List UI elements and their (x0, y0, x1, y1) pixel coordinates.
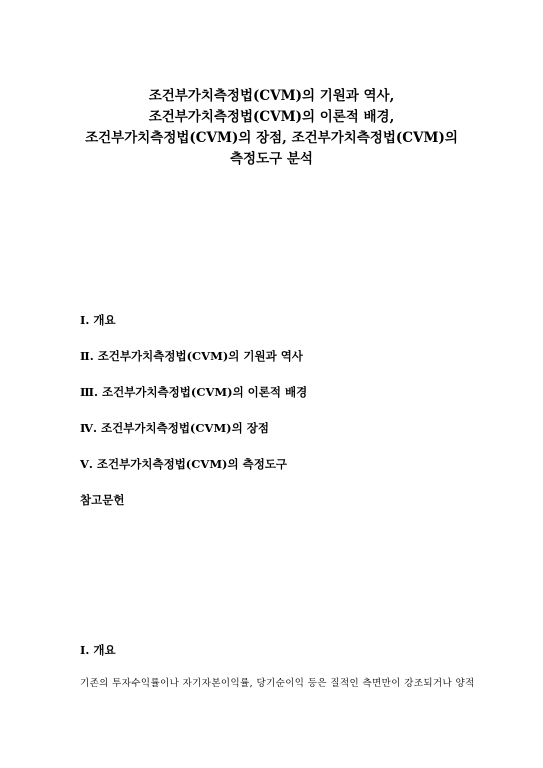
table-of-contents (80, 313, 480, 529)
title-line-2: 조건부가치측정법(CVM)의 이론적 배경, (148, 109, 395, 125)
toc-item-origin-history: Ⅱ. 조건부가치측정법(CVM)의 기원과 역사 (80, 349, 303, 363)
toc-item-references: 참고문헌 (80, 493, 125, 507)
toc-item-overview: Ⅰ. 개요 (80, 313, 116, 327)
title-line-4: 측정도구 분석 (230, 151, 313, 167)
title-line-1: 조건부가치측정법(CVM)의 기원과 역사, (148, 88, 395, 104)
toc-item-advantages: Ⅳ. 조건부가치측정법(CVM)의 장점 (80, 421, 269, 435)
body-paragraph: 기존의 투자수익률이나 자기자본이익률, 당기순이익 등은 질적인 측면만이 강조되거나 양적 (80, 678, 475, 689)
title-line-3: 조건부가치측정법(CVM)의 장점, 조건부가치측정법(CVM)의 (85, 130, 458, 146)
toc-item-measurement-tools: Ⅴ. 조건부가치측정법(CVM)의 측정도구 (80, 457, 288, 471)
toc-item-theoretical-background: Ⅲ. 조건부가치측정법(CVM)의 이론적 배경 (80, 385, 308, 399)
document-title (0, 86, 543, 170)
section-heading-overview: Ⅰ. 개요 (80, 643, 116, 657)
